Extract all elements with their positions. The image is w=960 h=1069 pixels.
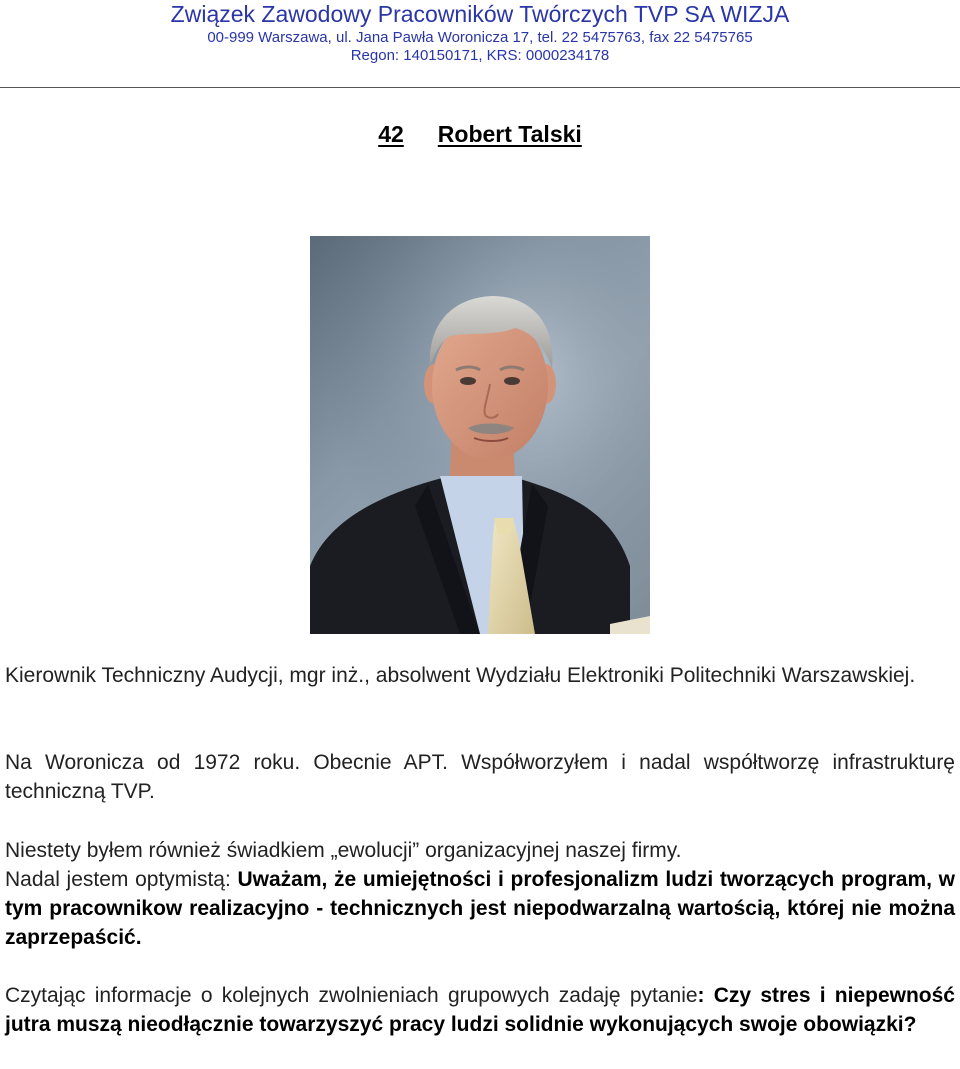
bio-paragraph-3: Niestety byłem również świadkiem „ewolucji” organizacyjnej naszej firmy. — [5, 839, 682, 862]
candidate-number: 42 — [378, 121, 404, 147]
organization-address: 00-999 Warszawa, ul. Jana Pawła Woronicza 17, tel. 22 5475763, fax 22 5475765 — [207, 29, 753, 46]
page-title — [0, 120, 960, 148]
header-divider — [0, 87, 960, 88]
candidate-name: Robert Talski — [437, 121, 582, 147]
bio-paragraph-4 — [5, 865, 955, 952]
portrait-photo — [310, 236, 650, 634]
paragraph-4-emphasis: Uważam, że umiejętności i profesjonalizm ludzi tworzących program, w tym pracownikow realizacyjno - technicznych jest niepodwarzalną wartością, której nie można zaprzepaścić. — [5, 868, 955, 949]
bio-paragraph-1: Kierownik Techniczny Audycji, mgr inż., absolwent Wydziału Elektroniki Politechniki Warszawskiej. — [5, 664, 916, 687]
organization-registration: Regon: 140150171, KRS: 0000234178 — [350, 47, 610, 64]
bio-paragraph-2: Na Woronicza od 1972 roku. Obecnie APT. Współworzyłem i nadal współtworzę infrastrukturę techniczną TVP. — [5, 751, 955, 803]
paragraph-5-question: : Czy stres i niepewność jutra muszą nieodłącznie towarzyszyć pracy ludzi solidnie wykonujących swoje obowiązki? — [5, 984, 955, 1036]
paragraph-4-intro: Nadal jestem optymistą: — [5, 868, 238, 891]
paragraph-5-intro: Czytając informacje o kolejnych zwolnieniach grupowych zadaję pytanie — [5, 984, 698, 1007]
bio-paragraph-5 — [5, 981, 955, 1039]
portrait-illustration — [310, 236, 650, 634]
organization-name: Związek Zawodowy Pracowników Twórczych TVP SA WIZJA — [170, 1, 790, 27]
title-underlined — [378, 121, 582, 147]
